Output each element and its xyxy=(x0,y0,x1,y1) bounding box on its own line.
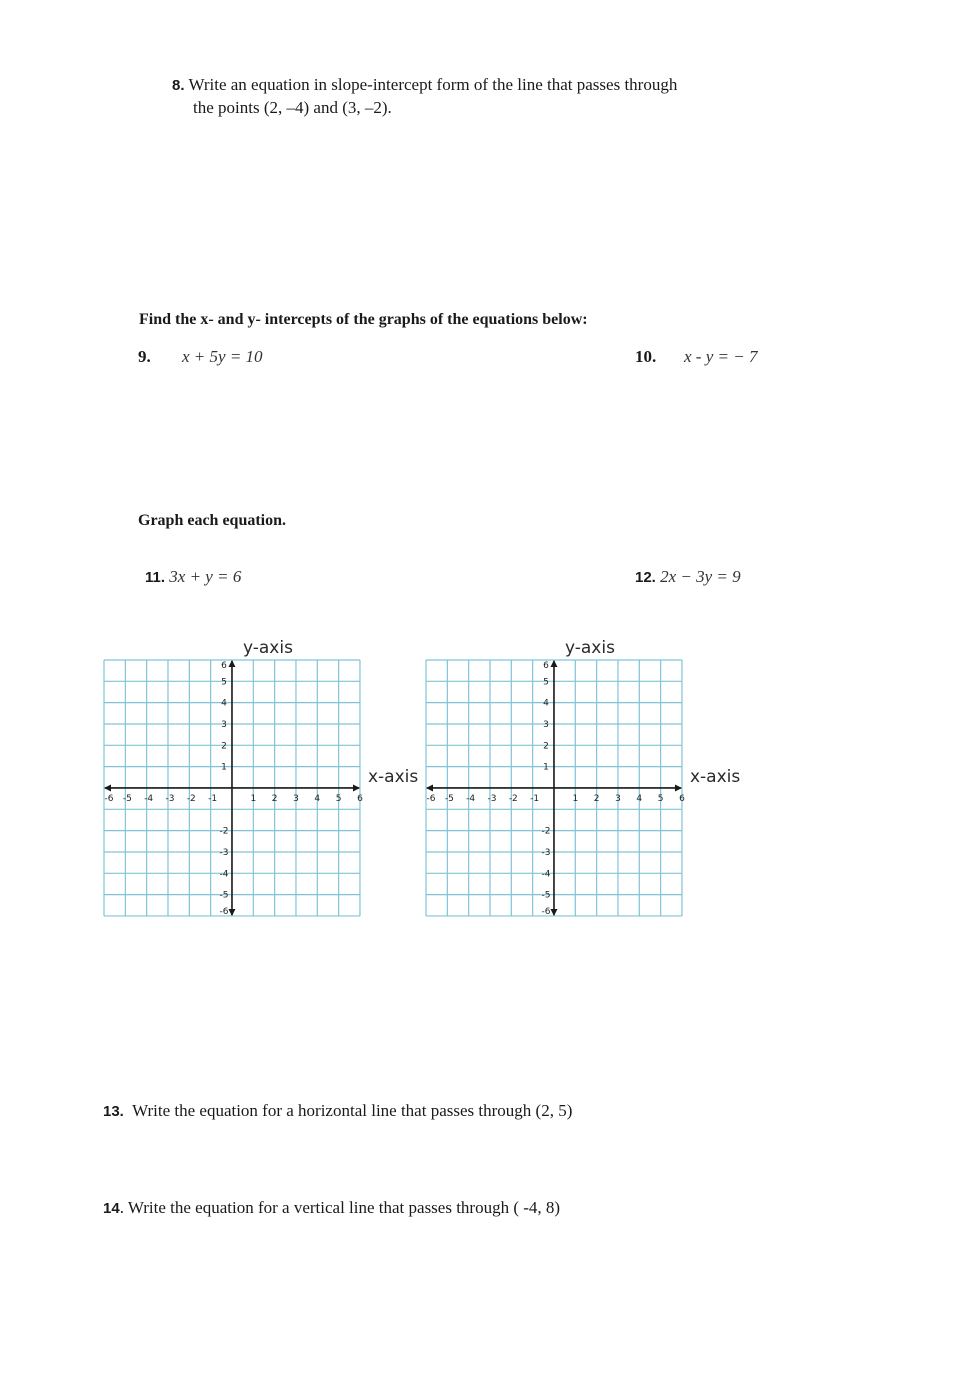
y-tick-label: 4 xyxy=(543,698,549,709)
y-tick-label: 2 xyxy=(221,741,227,752)
y-tick-label: -2 xyxy=(219,826,229,837)
x-tick-label: -6 xyxy=(104,793,114,804)
y-axis-arrow-down xyxy=(228,909,235,916)
x-tick-label: 6 xyxy=(679,793,685,804)
x-tick-label: -1 xyxy=(208,793,218,804)
q12 xyxy=(635,565,741,589)
x-tick-label: -1 xyxy=(530,793,540,804)
x-tick-label: 3 xyxy=(293,793,299,804)
y-tick-label: 5 xyxy=(221,677,227,688)
q10-equation: x - y = − 7 xyxy=(684,347,758,366)
y-tick-label: -5 xyxy=(541,890,551,901)
x-tick-label: -6 xyxy=(426,793,436,804)
y-tick-label: 6 xyxy=(543,661,549,671)
q10-number: 10. xyxy=(635,347,657,366)
y-tick-label: 1 xyxy=(543,762,549,773)
q8-number: 8. xyxy=(172,77,185,94)
x-tick-label: 1 xyxy=(572,793,579,804)
y-tick-label: -4 xyxy=(541,869,551,880)
x-tick-label: -5 xyxy=(122,793,132,804)
intercepts-heading: Find the x- and y- intercepts of the graphs of the equations below: xyxy=(139,311,588,328)
y-axis-arrow-up xyxy=(228,660,235,667)
q8 xyxy=(172,73,677,97)
q11-number: 11. xyxy=(145,569,166,586)
x-tick-label: 5 xyxy=(335,793,342,804)
x-tick-label: 1 xyxy=(250,793,257,804)
y-tick-label: 3 xyxy=(221,719,227,730)
y-tick-label: 3 xyxy=(543,719,549,730)
y-tick-label: 4 xyxy=(221,698,227,709)
y-tick-label: 2 xyxy=(543,741,549,752)
q12-equation: 2x − 3y = 9 xyxy=(660,567,741,586)
x-tick-label: 4 xyxy=(636,793,643,804)
y-axis-arrow-down xyxy=(550,909,557,916)
x-axis-title: x-axis xyxy=(367,766,419,787)
y-tick-label: -5 xyxy=(219,890,229,901)
y-tick-label: -3 xyxy=(541,847,551,858)
q14-text: . Write the equation for a vertical line that passes through ( -4, 8) xyxy=(119,1198,561,1217)
y-axis-title: y-axis xyxy=(564,638,615,658)
x-tick-label: -4 xyxy=(144,793,154,804)
q11 xyxy=(145,565,241,589)
q11-equation: 3x + y = 6 xyxy=(169,567,242,586)
y-tick-label: -2 xyxy=(541,826,551,837)
x-tick-label: 6 xyxy=(357,793,363,804)
y-axis-arrow-up xyxy=(550,660,557,667)
y-tick-label: -6 xyxy=(541,906,551,917)
x-tick-label: -3 xyxy=(165,793,175,804)
x-tick-label: -3 xyxy=(487,793,497,804)
q8-text-line1: Write an equation in slope-intercept form of the line that passes through xyxy=(188,75,678,94)
x-axis-arrow-left xyxy=(104,784,111,791)
x-tick-label: 2 xyxy=(593,793,600,804)
x-axis-title: x-axis xyxy=(689,766,741,787)
x-tick-label: 4 xyxy=(314,793,321,804)
q14 xyxy=(103,1196,560,1220)
q13-text: Write the equation for a horizontal line that passes through (2, 5) xyxy=(132,1101,573,1120)
q9-number: 9. xyxy=(138,347,151,366)
y-tick-label: 5 xyxy=(543,677,549,688)
x-tick-label: -5 xyxy=(444,793,454,804)
coordinate-grid-q11[interactable] xyxy=(100,632,430,922)
x-axis-arrow-right xyxy=(353,784,360,791)
y-tick-label: 6 xyxy=(221,661,227,671)
q9-equation: x + 5y = 10 xyxy=(182,347,263,366)
graph-heading: Graph each equation. xyxy=(138,512,287,529)
y-tick-label: -3 xyxy=(219,847,229,858)
x-tick-label: 3 xyxy=(615,793,621,804)
y-tick-label: 1 xyxy=(221,762,227,773)
q14-number: 14 xyxy=(103,1200,120,1217)
x-tick-label: 5 xyxy=(657,793,664,804)
x-axis-arrow-right xyxy=(675,784,682,791)
coordinate-grid-q12[interactable] xyxy=(422,632,752,922)
x-tick-label: -2 xyxy=(508,793,518,804)
q13-number: 13. xyxy=(103,1103,124,1120)
x-tick-label: -2 xyxy=(186,793,196,804)
q13 xyxy=(103,1099,572,1123)
q12-number: 12. xyxy=(635,569,656,586)
q8-text-line2: the points (2, –4) and (3, –2). xyxy=(193,98,392,117)
x-tick-label: -4 xyxy=(466,793,476,804)
x-axis-arrow-left xyxy=(426,784,433,791)
y-tick-label: -4 xyxy=(219,869,229,880)
y-tick-label: -6 xyxy=(219,906,229,917)
y-axis-title: y-axis xyxy=(242,638,293,658)
x-tick-label: 2 xyxy=(271,793,278,804)
